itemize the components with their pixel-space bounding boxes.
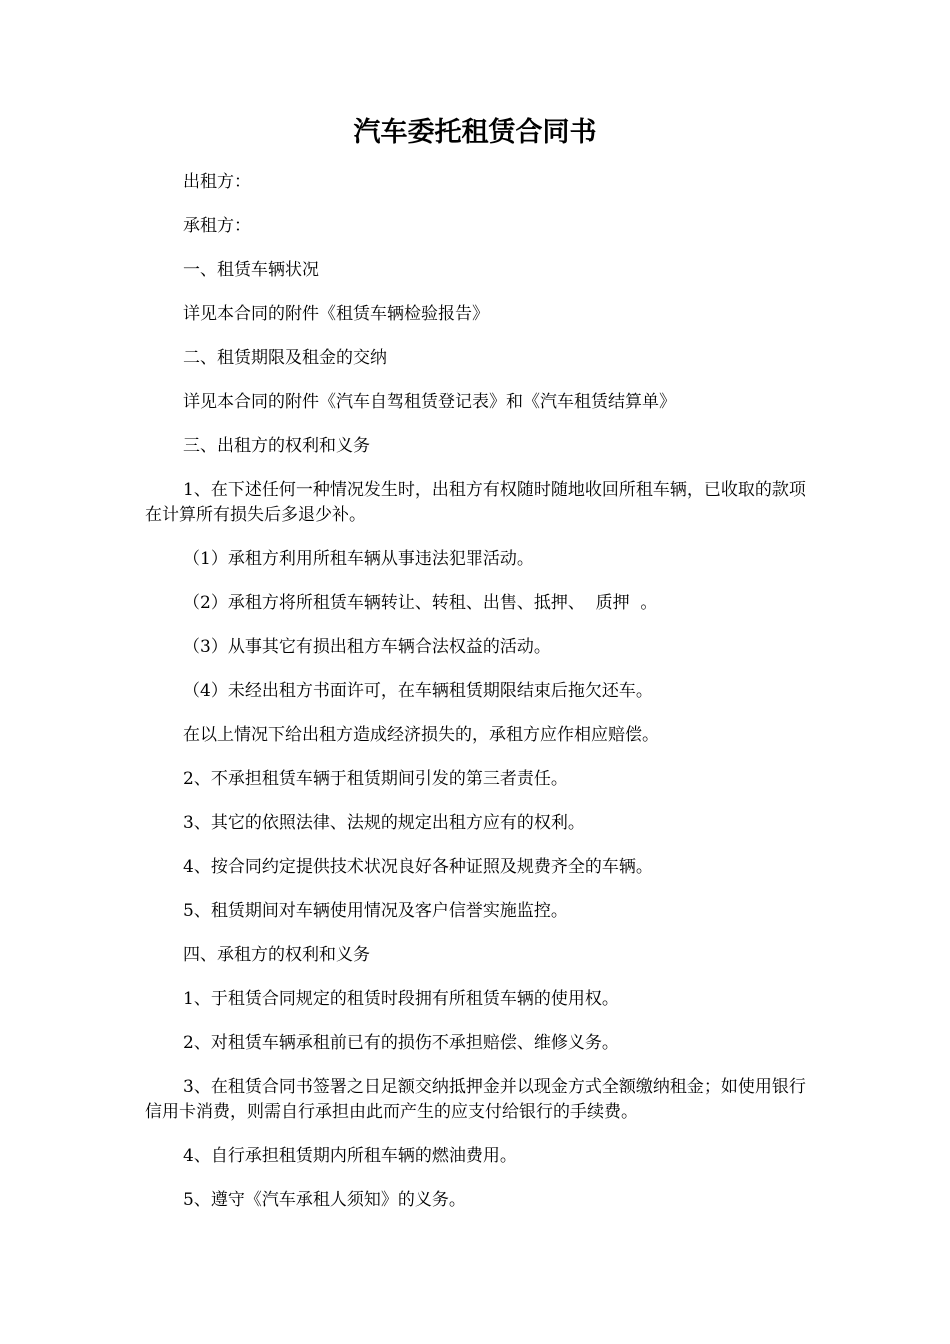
- paragraph: 4、按合同约定提供技术状况良好各种证照及规费齐全的车辆。: [183, 857, 653, 877]
- paragraph: （3）从事其它有损出租方车辆合法权益的活动。: [183, 637, 551, 657]
- paragraph: 1、于租赁合同规定的租赁时段拥有所租赁车辆的使用权。: [183, 989, 619, 1009]
- section-heading-2: 二、租赁期限及租金的交纳: [183, 348, 387, 368]
- paragraph: 4、自行承担租赁期内所租车辆的燃油费用。: [183, 1146, 517, 1166]
- section-heading-3: 三、出租方的权利和义务: [183, 436, 370, 456]
- section-heading-4: 四、承租方的权利和义务: [183, 945, 370, 965]
- paragraph: （1）承租方利用所租车辆从事违法犯罪活动。: [183, 549, 534, 569]
- paragraph: 2、不承担租赁车辆于租赁期间引发的第三者责任。: [183, 769, 568, 789]
- paragraph-lessor: 出租方：: [183, 172, 251, 192]
- paragraph: 5、遵守《汽车承租人须知》的义务。: [183, 1190, 466, 1210]
- section-heading-1: 一、租赁车辆状况: [183, 260, 319, 280]
- paragraph: 2、对租赁车辆承租前已有的损伤不承担赔偿、维修义务。: [183, 1033, 619, 1053]
- paragraph: 3、其它的依照法律、法规的规定出租方应有的权利。: [183, 813, 585, 833]
- document-title: 汽车委托租赁合同书: [353, 117, 597, 148]
- paragraph: 详见本合同的附件《汽车自驾租赁登记表》和《汽车租赁结算单》: [183, 392, 676, 412]
- paragraph: 5、租赁期间对车辆使用情况及客户信誉实施监控。: [183, 901, 568, 921]
- paragraph-lessee: 承租方：: [183, 216, 251, 236]
- paragraph: 1、在下述任何一种情况发生时，出租方有权随时随地收回所租车辆，已收取的款项在计算所有损失后多退少补。: [145, 480, 806, 525]
- paragraph: 详见本合同的附件《租赁车辆检验报告》: [183, 304, 489, 324]
- paragraph: 3、在租赁合同书签署之日足额交纳抵押金并以现金方式全额缴纳租金；如使用银行信用卡消费，则需自行承担由此而产生的应支付给银行的手续费。: [145, 1077, 806, 1122]
- paragraph: 在以上情况下给出租方造成经济损失的，承租方应作相应赔偿。: [183, 725, 659, 745]
- document-body: [145, 170, 810, 1213]
- paragraph: （4）未经出租方书面许可，在车辆租赁期限结束后拖欠还车。: [183, 681, 653, 701]
- paragraph: （2）承租方将所租赁车辆转让、转租、出售、抵押、 质押 。: [183, 593, 658, 613]
